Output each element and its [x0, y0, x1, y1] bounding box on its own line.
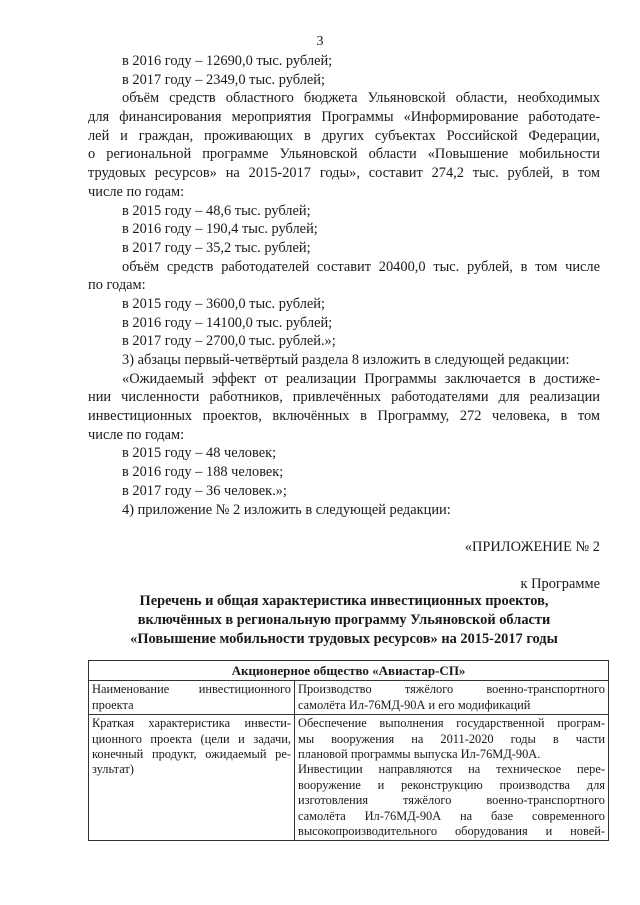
cell-line: самолёта Ил-76МД-90А на базе современного [298, 808, 605, 823]
text-line: «Ожидаемый эффект от реализации Программы заключается в достиже- [122, 370, 600, 387]
text-line: нии численности работников, привлечённых работодателями для реализации [88, 389, 600, 406]
cell-line: ционного проекта (цели и задачи, [92, 731, 291, 746]
body-text [88, 52, 600, 594]
cell-line: плановой программы выпуска Ил-76МД-90А. [298, 747, 541, 762]
company-name: Акционерное общество «Авиастар-СП» [89, 661, 609, 681]
text-line: в 2015 году – 3600,0 тыс. рублей; [122, 295, 325, 312]
text-line: 4) приложение № 2 изложить в следующей редакции: [122, 501, 451, 518]
cell-line: конечный продукт, ожидаемый ре- [92, 747, 291, 762]
text-line: для финансирования мероприятия Программы «Информирование работодате- [88, 109, 600, 126]
title-line: Перечень и общая характеристика инвестиционных проектов, [139, 593, 549, 609]
text-line: трудовых ресурсов» на 2015-2017 годы», составит 274,2 тыс. рублей, в том [88, 165, 600, 182]
text-line: в 2017 году – 35,2 тыс. рублей; [122, 239, 311, 256]
title-line: «Повышение мобильности трудовых ресурсов» на 2015-2017 годы [130, 631, 558, 647]
spacer [88, 557, 600, 576]
projects-table [88, 660, 609, 841]
cell-line: изготовления тяжёлого военно-транспортного [298, 793, 605, 808]
cell-line: проекта [92, 697, 134, 712]
text-line: инвестиционных проектов, включённых в Программу, 272 человека, в том [88, 408, 600, 425]
table-row [89, 681, 609, 715]
text-line: в 2016 году – 188 человек; [122, 464, 284, 481]
title-line: включённых в региональную программу Ульяновской области [137, 612, 551, 628]
text-line: в 2017 году – 36 человек.»; [122, 482, 287, 499]
cell-line: мы вооружения на 2011-2020 годы в части [298, 731, 605, 746]
cell-line: зультат) [92, 762, 134, 777]
text-line: 3) абзацы первый-четвёртый раздела 8 изложить в следующей редакции: [122, 352, 570, 368]
text-line: объём средств областного бюджета Ульяновской области, необходимых [122, 90, 600, 107]
cell-line: Краткая характеристика инвести- [92, 716, 291, 731]
row-value [295, 681, 609, 715]
text-line: в 2017 году – 2349,0 тыс. рублей; [122, 71, 325, 88]
cell-line: высокопроизводительного оборудования и новей- [298, 824, 605, 839]
text-line: по годам: [88, 277, 146, 294]
table-row [89, 661, 609, 681]
cell-line: Обеспечение выполнения государственной програм- [298, 716, 605, 731]
table-row [89, 715, 609, 841]
text-line: объём средств работодателей составит 20400,0 тыс. рублей, в том числе [122, 258, 600, 275]
cell-line: вооружение и реконструкцию производства для [298, 777, 605, 792]
appendix-label: «ПРИЛОЖЕНИЕ № 2 [464, 538, 600, 555]
cell-line: Производство тяжёлого военно-транспортного [298, 682, 605, 697]
text-line: лей и граждан, проживающих в других субъектах Российской Федерации, [88, 127, 600, 144]
row-value [295, 715, 609, 841]
spacer [88, 519, 600, 538]
document-title [88, 592, 600, 649]
text-line: числе по годам: [88, 426, 185, 443]
text-line: в 2017 году – 2700,0 тыс. рублей.»; [122, 333, 336, 350]
cell-line: самолёта Ил-76МД-90А и его модификаций [298, 697, 531, 712]
text-line: в 2016 году – 12690,0 тыс. рублей; [122, 53, 333, 69]
text-line: в 2015 году – 48 человек; [122, 445, 277, 462]
text-line: числе по годам: [88, 183, 185, 200]
row-label [89, 681, 295, 715]
appendix-sub: к Программе [520, 576, 600, 593]
row-label [89, 715, 295, 841]
text-line: о региональной программе Ульяновской области «Повышение мобильности [88, 146, 600, 163]
text-line: в 2016 году – 190,4 тыс. рублей; [122, 221, 318, 238]
cell-line: Инвестиции направляются на техническое пере- [298, 762, 605, 777]
page-number: 3 [316, 34, 324, 49]
text-line: в 2016 году – 14100,0 тыс. рублей; [122, 314, 333, 331]
text-line: в 2015 году – 48,6 тыс. рублей; [122, 202, 311, 219]
cell-line: Наименование инвестиционного [92, 682, 291, 697]
